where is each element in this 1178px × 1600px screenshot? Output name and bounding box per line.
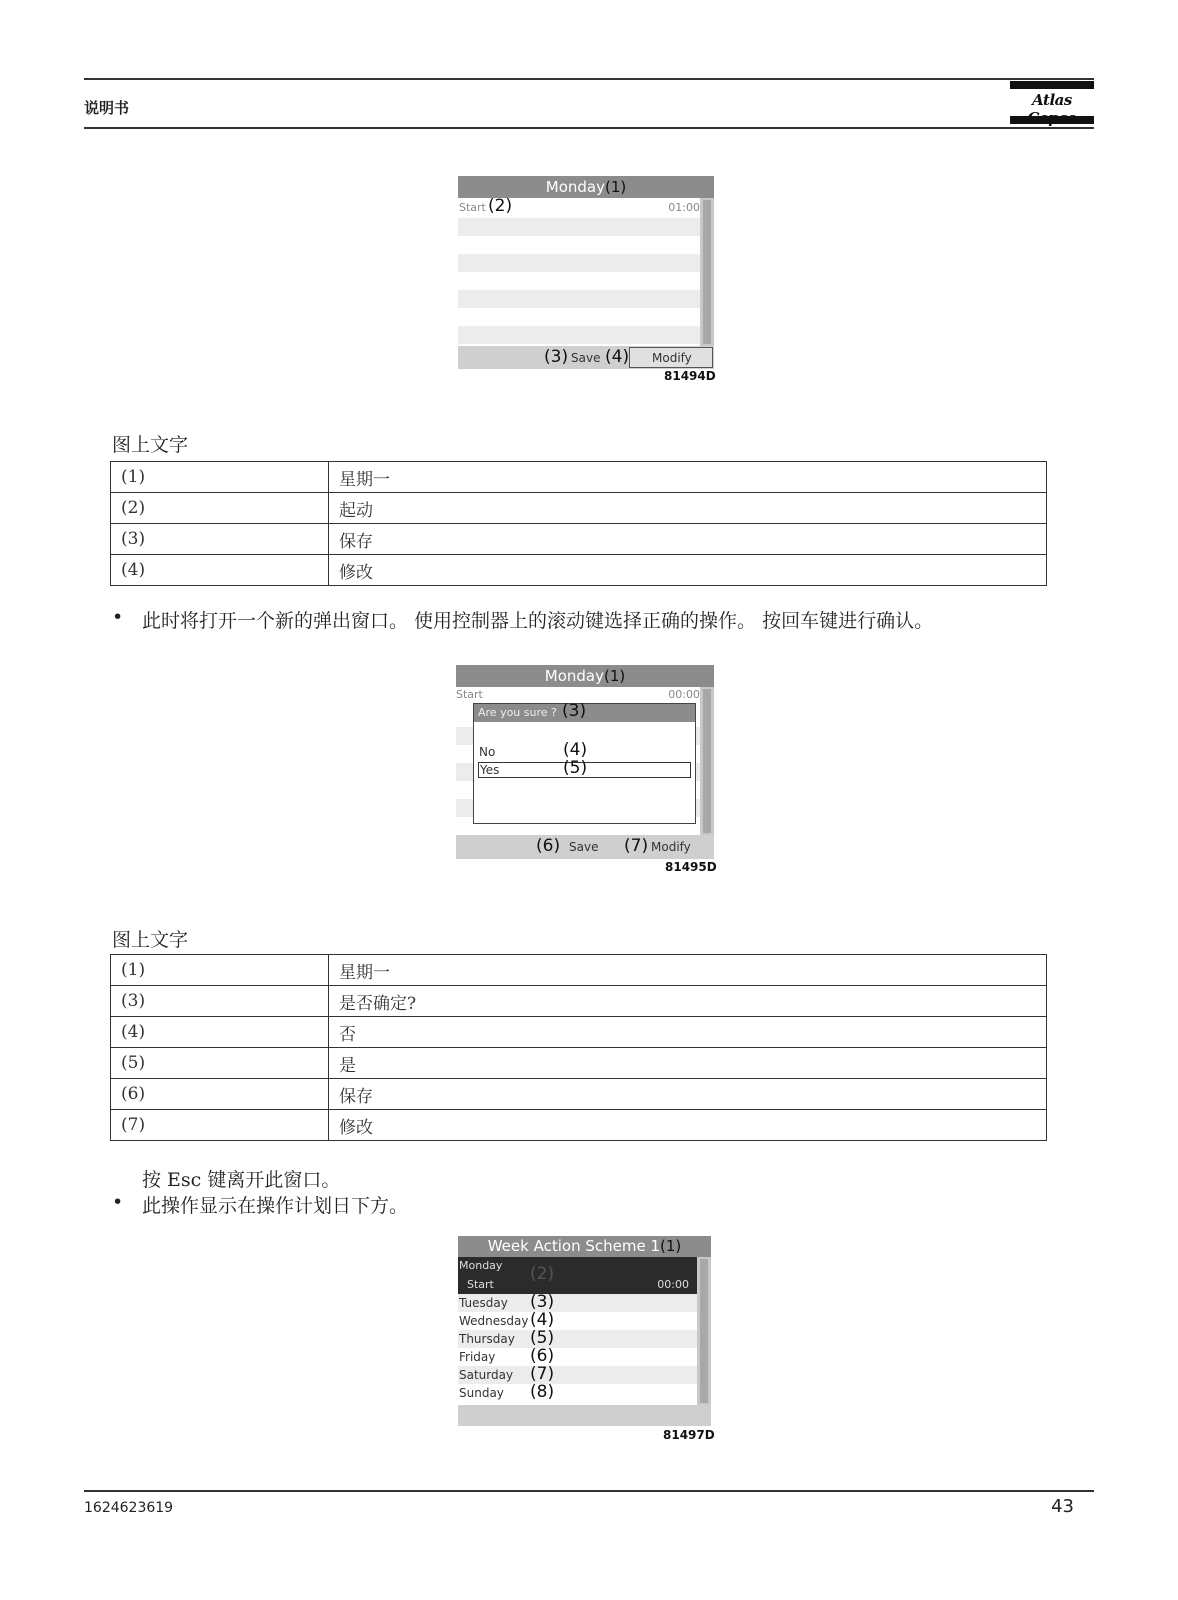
day-label: Thursday bbox=[459, 1332, 515, 1346]
day-row-tuesday[interactable] bbox=[458, 1294, 697, 1312]
start-label: Start bbox=[456, 688, 483, 701]
day-row-wednesday[interactable] bbox=[458, 1312, 697, 1330]
table-row: (1) 星期一 bbox=[111, 955, 1047, 986]
header-bottom-rule bbox=[84, 127, 1094, 129]
page-number: 43 bbox=[1051, 1496, 1074, 1517]
day-callout: (8) bbox=[530, 1382, 555, 1402]
footer-rule bbox=[84, 1490, 1094, 1492]
table-row: (3) 保存 bbox=[111, 524, 1047, 555]
day-row-thursday[interactable] bbox=[458, 1330, 697, 1348]
table-row: (3) 是否确定? bbox=[111, 986, 1047, 1017]
day-row-sunday[interactable] bbox=[458, 1384, 697, 1402]
document-number: 1624623619 bbox=[84, 1500, 174, 1516]
scrollbar[interactable] bbox=[700, 198, 714, 346]
callout-2: (2) bbox=[488, 196, 513, 216]
monday-selected-row[interactable]: Monday Start 00:00 (2) bbox=[458, 1257, 697, 1294]
callout-3: (3) bbox=[562, 701, 587, 721]
day-list bbox=[458, 1294, 697, 1404]
yes-option[interactable]: Yes bbox=[478, 762, 691, 778]
screen-title: Week Action Scheme 1(1) bbox=[458, 1236, 711, 1257]
callout-4: (4) bbox=[605, 347, 630, 367]
table-row: (2) 起动 bbox=[111, 493, 1047, 524]
screen-monday bbox=[458, 176, 714, 369]
esc-instruction: 按 Esc 键离开此窗口。 bbox=[142, 1169, 341, 1191]
screen-title: Monday(1) bbox=[458, 176, 714, 198]
confirm-dialog bbox=[473, 703, 696, 824]
scrollbar[interactable] bbox=[700, 687, 714, 835]
start-label[interactable]: Start bbox=[459, 201, 486, 214]
day-callout: (7) bbox=[530, 1364, 555, 1384]
save-button[interactable]: Save bbox=[571, 351, 601, 365]
table-caption: 图上文字 bbox=[112, 929, 189, 951]
dialog-title-bar: Are you sure ? (3) bbox=[474, 704, 695, 722]
day-callout: (3) bbox=[530, 1292, 555, 1312]
atlas-copco-logo: Atlas bbox=[1010, 81, 1094, 126]
figure-id: 81494D bbox=[664, 369, 716, 383]
table-row: (1) 星期一 bbox=[111, 462, 1047, 493]
callout-4: (4) bbox=[563, 740, 588, 760]
modify-button[interactable]: Modify bbox=[651, 840, 691, 854]
day-callout: (5) bbox=[530, 1328, 555, 1348]
start-time: 01:00 bbox=[668, 201, 700, 214]
day-callout: (6) bbox=[530, 1346, 555, 1366]
table-row: (4) 修改 bbox=[111, 555, 1047, 586]
day-label: Wednesday bbox=[459, 1314, 529, 1328]
document-type: 说明书 bbox=[84, 99, 130, 117]
table-row: (5) 是 bbox=[111, 1048, 1047, 1079]
day-row-friday[interactable] bbox=[458, 1348, 697, 1366]
no-option[interactable]: No bbox=[479, 745, 496, 759]
day-row-saturday[interactable] bbox=[458, 1366, 697, 1384]
day-label: Tuesday bbox=[459, 1296, 508, 1310]
callout-7: (7) bbox=[624, 836, 649, 856]
bullet-action-display: • 此操作显示在操作计划日下方。 bbox=[112, 1191, 409, 1217]
callout-3: (3) bbox=[544, 347, 569, 367]
table-row: (4) 否 bbox=[111, 1017, 1047, 1048]
screen-title: Monday(1) bbox=[456, 665, 714, 687]
day-callout: (4) bbox=[530, 1310, 555, 1330]
legend-table-2 bbox=[110, 954, 1047, 1141]
scrollbar[interactable] bbox=[697, 1257, 711, 1405]
day-label: Sunday bbox=[459, 1386, 504, 1400]
bullet-popup-instruction: • 此时将打开一个新的弹出窗口。 使用控制器上的滚动键选择正确的操作。 按回车键进行确认。 bbox=[112, 606, 934, 632]
callout-2: (2) bbox=[530, 1264, 555, 1284]
modify-button[interactable]: Modify bbox=[629, 347, 713, 368]
figure-id: 81495D bbox=[665, 860, 717, 874]
header-top-rule bbox=[84, 78, 1094, 80]
start-time: 00:00 bbox=[668, 688, 700, 701]
day-label: Friday bbox=[459, 1350, 496, 1364]
callout-6: (6) bbox=[536, 836, 561, 856]
table-row: (6) 保存 bbox=[111, 1079, 1047, 1110]
save-button[interactable]: Save bbox=[569, 840, 599, 854]
day-label: Saturday bbox=[459, 1368, 514, 1382]
legend-table-1 bbox=[110, 461, 1047, 586]
callout-5: (5) bbox=[563, 758, 588, 778]
figure-id: 81497D bbox=[663, 1428, 715, 1442]
table-caption: 图上文字 bbox=[112, 434, 189, 456]
table-row: (7) 修改 bbox=[111, 1110, 1047, 1141]
screen-confirm-dialog bbox=[456, 665, 714, 859]
